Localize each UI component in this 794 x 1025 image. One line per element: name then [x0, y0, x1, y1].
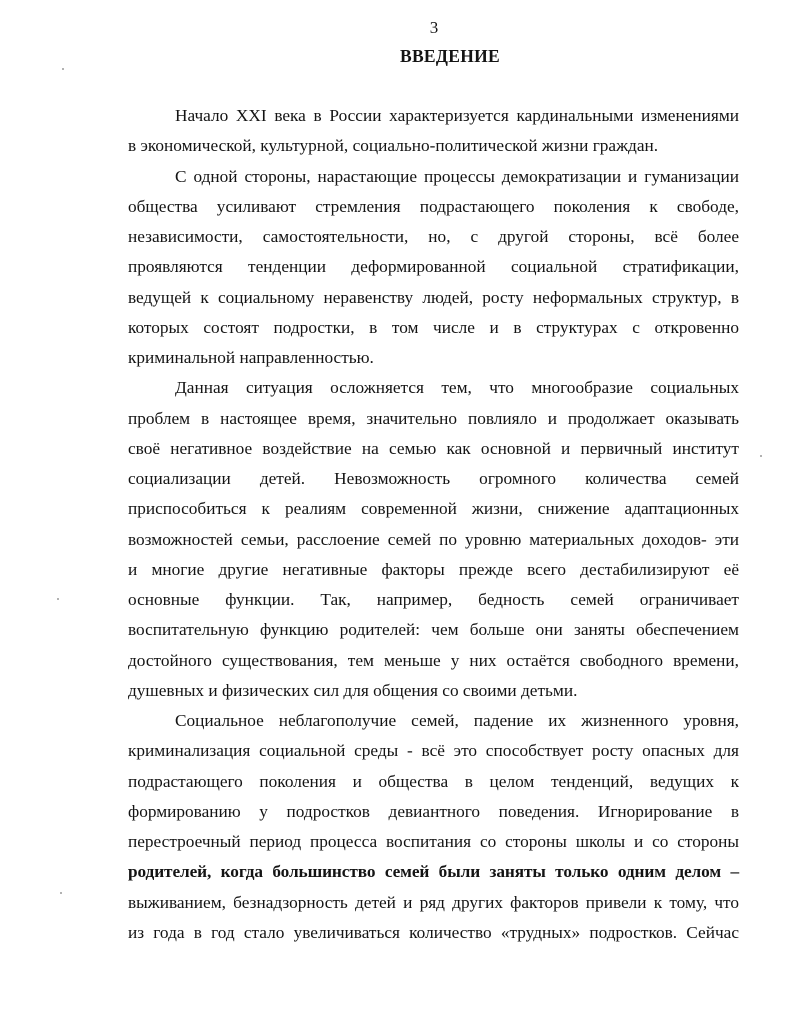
paragraph	[128, 706, 739, 948]
text-line: подрастающего поколения и общества в целом тенденций, ведущих к	[128, 771, 739, 791]
text-line: ведущей к социальному неравенству людей, росту неформальных структур, в	[128, 287, 739, 307]
page-number: 3	[429, 18, 439, 37]
text-line: независимости, самостоятельности, но, с другой стороны, всё более	[128, 227, 739, 246]
text-line: криминальной направленностью.	[128, 348, 374, 367]
text-line: своё негативное воздействие на семью как основной и первичный институт	[128, 438, 739, 458]
text-line: выживанием, безнадзорность детей и ряд других факторов привели к тому, что	[128, 892, 739, 912]
paragraph	[128, 162, 739, 374]
paragraph	[128, 373, 739, 706]
text-line: Начало XXI века в России характеризуется кардинальными изменениями	[175, 106, 739, 125]
scan-speck	[60, 892, 62, 894]
paragraph	[128, 101, 739, 162]
text-line: перестроечный период процесса воспитания со стороны школы и со стороны	[128, 832, 739, 851]
section-heading: ВВЕДЕНИЕ	[399, 46, 501, 66]
scan-speck	[760, 455, 762, 457]
scan-speck	[57, 598, 59, 600]
text-line: возможностей семьи, расслоение семей по уровню материальных доходов- эти	[128, 529, 739, 549]
text-line: криминализация социальной среды - всё это способствует росту опасных для	[128, 741, 739, 761]
text-line: из года в год стало увеличиваться количество «трудных» подростков. Сейчас	[128, 922, 739, 942]
text-line: душевных и физических сил для общения со своими детьми.	[128, 680, 578, 700]
text-line: социализации детей. Невозможность огромного количества семей	[128, 469, 739, 488]
text-line: проблем в настоящее время, значительно повлияло и продолжает оказывать	[128, 408, 739, 428]
text-line: основные функции. Так, например, бедность семей ограничивает	[128, 590, 739, 609]
text-line: проявляются тенденции деформированной социальной стратификации,	[128, 257, 739, 277]
text-line: в экономической, культурной, социально-политической жизни граждан.	[128, 136, 659, 156]
text-line: родителей, когда большинство семей были заняты только одним делом –	[128, 862, 739, 882]
scan-speck	[62, 68, 64, 70]
body-text	[128, 101, 739, 948]
text-line: формированию у подростков девиантного поведения. Игнорирование в	[128, 801, 739, 821]
text-line: С одной стороны, нарастающие процессы демократизации и гуманизации	[175, 166, 739, 186]
text-line: которых состоят подростки, в том числе и в структурах с откровенно	[128, 317, 739, 337]
text-line: общества усиливают стремления подрастающего поколения к свободе,	[128, 196, 739, 216]
text-line: Данная ситуация осложняется тем, что многообразие социальных	[175, 378, 739, 398]
text-line: приспособиться к реалиям современной жизни, снижение адаптационных	[128, 499, 739, 519]
text-line: и многие другие негативные факторы прежде всего дестабилизируют её	[128, 559, 739, 579]
text-line: Социальное неблагополучие семей, падение их жизненного уровня,	[175, 711, 739, 730]
text-line: достойного существования, тем меньше у них остаётся свободного времени,	[128, 650, 739, 670]
text-line: воспитательную функцию родителей: чем больше они заняты обеспечением	[128, 620, 739, 640]
